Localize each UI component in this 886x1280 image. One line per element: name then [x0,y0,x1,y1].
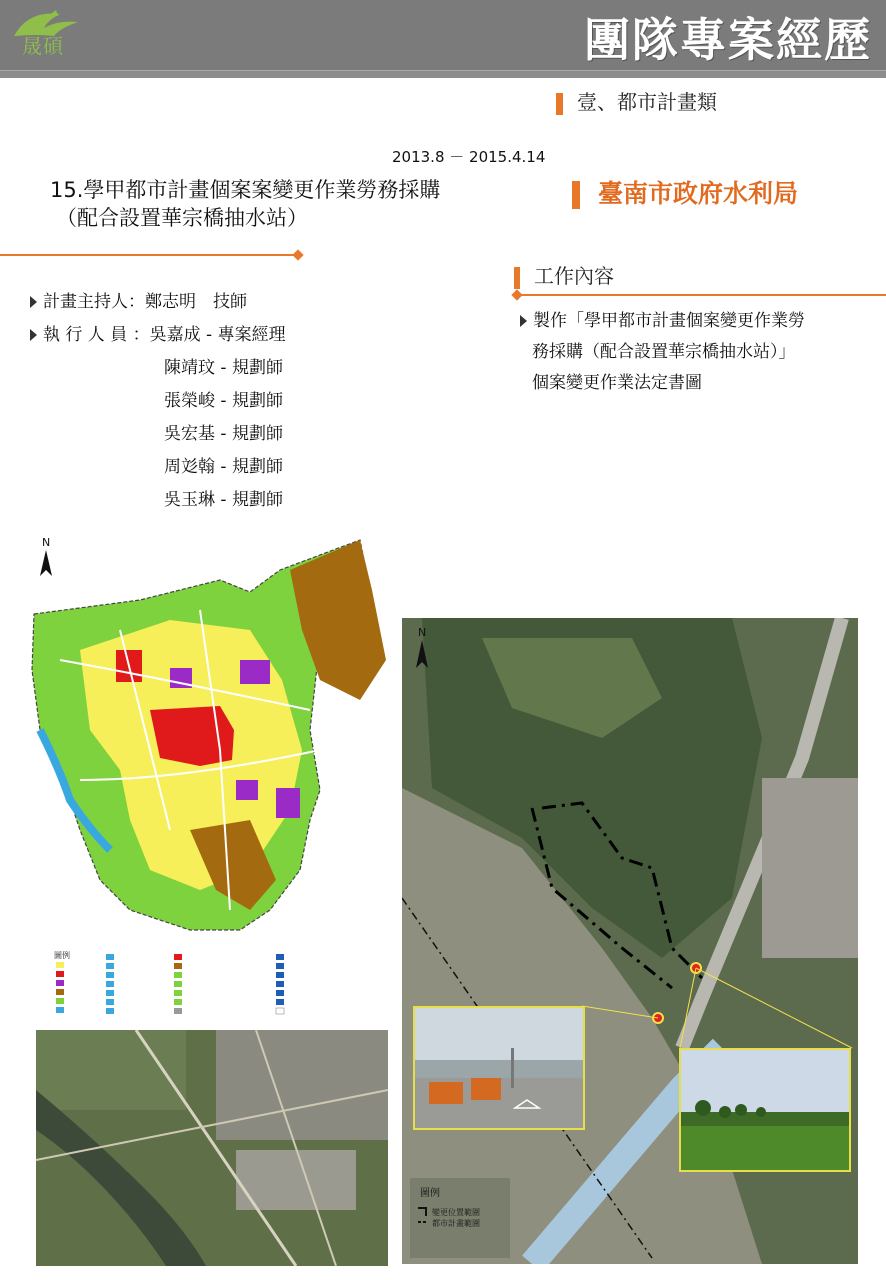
svg-text:N: N [418,626,427,639]
aerial-legend-item: 變更位置範圍 [432,1208,480,1217]
organization [572,174,798,210]
work-heading [514,260,614,289]
zoning-map [20,530,398,934]
work-line-1 [520,306,880,337]
members-label: 執 行 人 員 ： [43,325,150,345]
site-photo-vegetation [679,1048,851,1172]
divider-right [516,294,886,296]
aerial-legend-item: 都市計畫範圍 [432,1219,480,1228]
zoning-map-graphic [20,530,398,934]
work-text: 製作「學甲都市計畫個案變更作業勞 [533,311,805,331]
accent-bar [514,267,520,289]
bullet-icon [520,315,527,327]
divider-left [0,254,298,256]
category-heading [556,86,717,115]
organization-name: 臺南市政府水利局 [598,179,799,208]
aerial-legend-title: 圖例 [420,1188,440,1199]
project-title-line1: 15.學甲都市計畫個案案變更作業勞務採購 [50,178,441,202]
category-label: 壹、都市計畫類 [577,90,717,114]
project-title-line2: （配合設置華宗橋抽水站） [56,206,308,230]
site-photo-pumps [413,1006,585,1130]
lead-name: 鄭志明 技師 [145,292,247,312]
photo-graphic-vegetation [681,1050,849,1170]
member-item: 周彣翰 - 規劃師 [164,457,283,477]
page-header [0,0,886,78]
member-item: 吳宏基 - 規劃師 [164,424,283,444]
member-item: 吳嘉成 - 專案經理 [149,325,286,345]
accent-bar [556,93,563,115]
work-line-3: 個案變更作業法定書圖 [532,373,702,393]
staff-lead-row [30,286,286,319]
work-content [520,306,880,399]
member-item: 陳靖玟 - 規劃師 [164,358,283,378]
aerial-graphic-left [36,1030,388,1266]
work-line-2: 務採購（配合設置華宗橋抽水站）」 [532,342,796,362]
accent-bar [572,181,580,209]
page-title: 團隊專案經歷 [584,13,872,67]
zoning-legend [48,948,400,1028]
lead-label: 計畫主持人： [43,292,145,312]
member-item: 吳玉琳 - 規劃師 [164,490,283,510]
project-dates: 2013.8 － 2015.4.14 [392,148,546,166]
bullet-icon [30,296,37,308]
photo-graphic-pumps [415,1008,583,1128]
north-arrow-icon [40,536,52,576]
member-item: 張榮峻 - 規劃師 [164,391,283,411]
header-strip [0,70,886,78]
bullet-icon [30,329,37,341]
svg-text:N: N [42,536,51,549]
legend-title: 圖例 [54,951,70,960]
project-title [50,176,440,232]
staff-list [30,286,286,517]
legend-swatches [48,948,400,1028]
staff-members-row [30,319,286,352]
work-heading-label: 工作內容 [534,264,614,288]
logo-text: 晟碩 [22,34,64,58]
aerial-photo-left [36,1030,388,1266]
